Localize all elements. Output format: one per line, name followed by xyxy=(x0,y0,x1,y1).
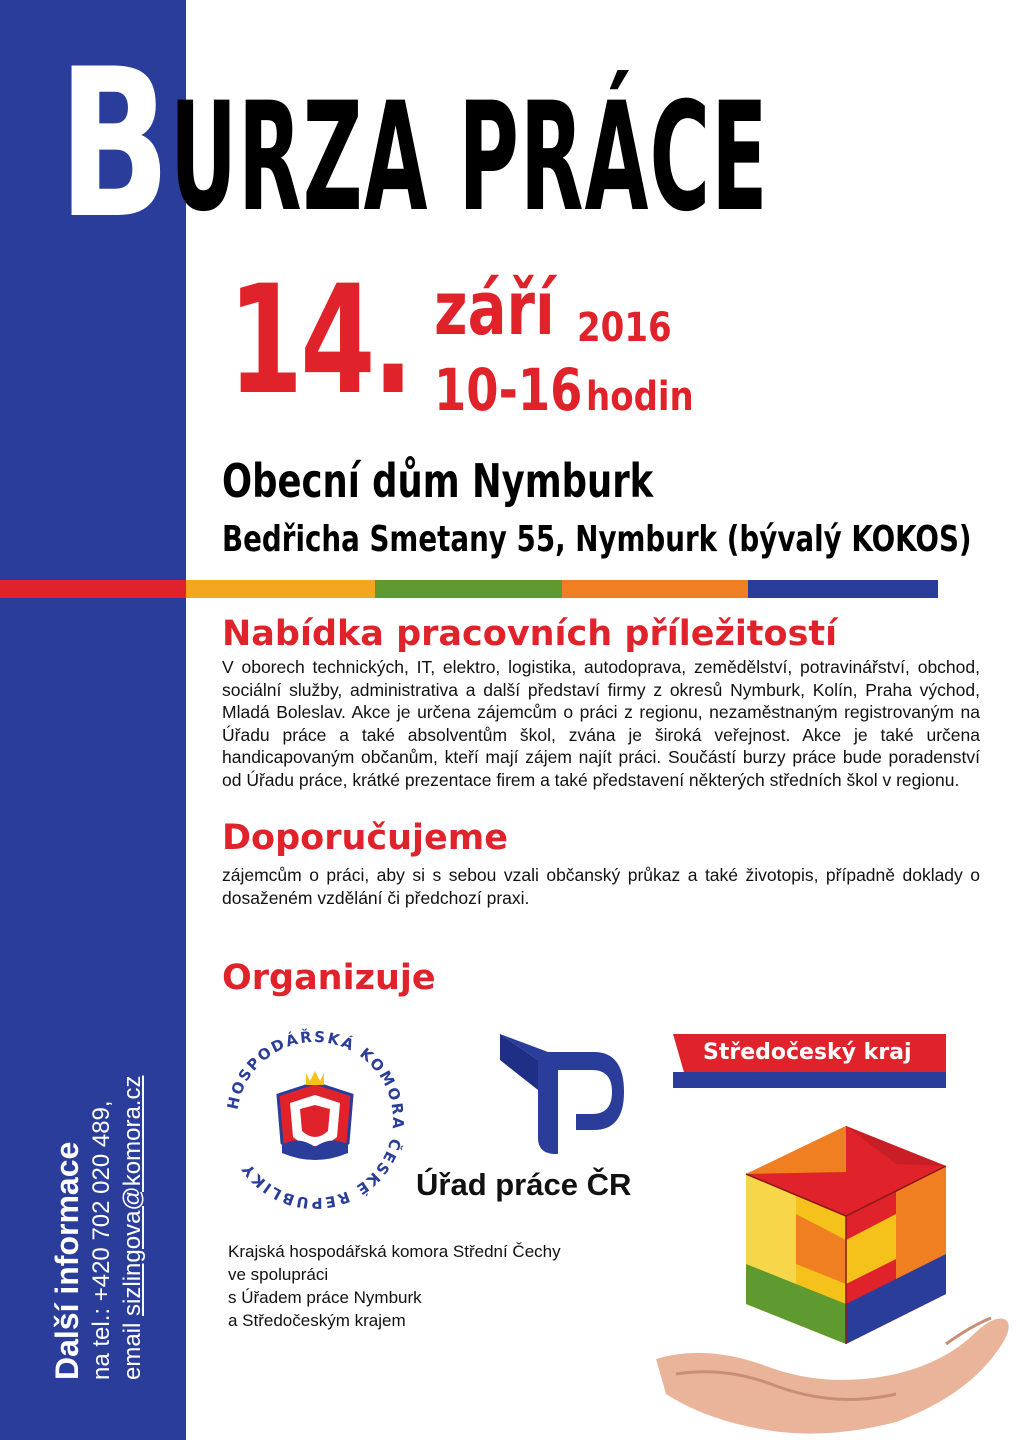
region-badge xyxy=(673,1034,946,1088)
stripe-blue xyxy=(748,580,938,598)
stripe-green xyxy=(375,580,562,598)
more-info-email-line xyxy=(117,1000,148,1380)
title-initial-letter: B xyxy=(58,26,168,264)
organizer-description xyxy=(228,1240,561,1332)
organizer-line: a Středočeským krajem xyxy=(228,1311,406,1330)
more-info-vertical xyxy=(48,1000,148,1380)
chamber-logo-text: HOSPODÁŘSKÁ KOMORA ČESKÉ REPUBLIKY xyxy=(223,1027,408,1213)
origami-cube xyxy=(746,1126,946,1344)
more-info-email-prefix: email xyxy=(119,1315,146,1380)
venue-address: Bedřicha Smetany 55, Nymburk (bývalý KOKOS) xyxy=(222,519,972,560)
recommend-text: zájemcům o práci, aby si s sebou vzali občanský průkaz a také životopis, případně doklady o dosaženém vzdělání či předchozí praxi. xyxy=(222,865,980,908)
urad-prace-logo-icon xyxy=(496,1030,626,1170)
stripe-orange xyxy=(186,580,375,598)
more-info-phone: na tel.: +420 702 020 489, xyxy=(88,1100,115,1380)
stripe-red xyxy=(0,580,186,598)
organizer-line: s Úřadem práce Nymburk xyxy=(228,1288,422,1307)
event-day: 14. xyxy=(228,254,411,428)
organizer-line: ve spolupráci xyxy=(228,1265,329,1284)
organizer-line: Krajská hospodářská komora Střední Čechy xyxy=(228,1242,561,1261)
event-time-unit: hodin xyxy=(586,374,694,420)
organizes-heading: Organizuje xyxy=(222,958,436,998)
offers-heading: Nabídka pracovních příležitostí xyxy=(222,614,838,654)
offers-text: V oborech technických, IT, elektro, logistika, autodoprava, zemědělství, potravinářství, obchod, sociální služby, administrativa a další představí firmy z okresů Nymburk, Kolín, Praha východ, Mladá Boleslav. Akce je určena zájemcům o práci z regionu, nezaměstnaným registrovaným na Úřadu práce a také absolventům škol, zvána je široká veřejnost. Akce je také určena handicapovaným občanům, kteří mají zájem najít práci. Součástí burzy práce bude poradenství od Úřadu práce, krátké prezentace firem a také představení některých středních škol v regionu. xyxy=(222,657,980,790)
region-badge-blue xyxy=(673,1072,946,1088)
origami-cube-in-hand-icon xyxy=(646,1104,1024,1440)
chamber-shield xyxy=(278,1071,352,1160)
poster-title: URZA PRÁCE xyxy=(170,71,769,245)
event-time: 10-16 xyxy=(434,356,583,424)
recommend-heading: Doporučujeme xyxy=(222,818,508,858)
stripe-dark-orange xyxy=(562,580,748,598)
venue-name: Obecní dům Nymburk xyxy=(222,454,654,508)
event-year: 2016 xyxy=(577,305,672,351)
chamber-of-commerce-seal-icon xyxy=(220,1025,410,1215)
more-info-email-link[interactable]: sizlingova@komora.cz xyxy=(119,1075,146,1316)
region-label: Středočeský kraj xyxy=(703,1040,912,1065)
color-stripe-divider xyxy=(0,580,940,598)
urad-prace-caption: Úřad práce ČR xyxy=(416,1167,632,1202)
event-month: září xyxy=(434,266,555,352)
more-info-title: Další informace xyxy=(49,1141,85,1380)
